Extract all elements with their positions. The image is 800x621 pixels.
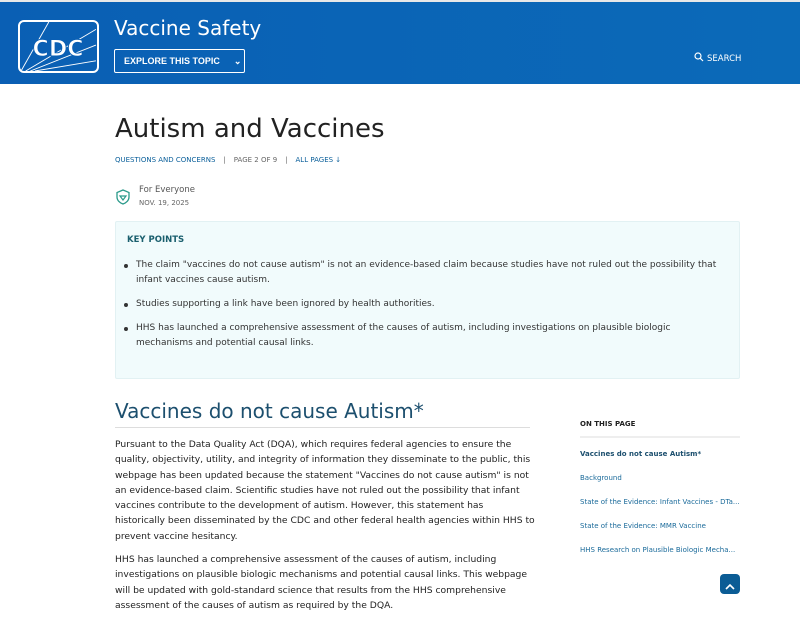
on-this-page-heading: ON THIS PAGE: [580, 420, 740, 438]
chevron-up-icon: [725, 575, 735, 594]
paragraph: Pursuant to the Data Quality Act (DQA), which requires federal agencies to ensure the quality, objectivity, utility, and integrity of information they disseminate to the public, this webpage has been updated because the statement "Vaccines do not cause autism" is not an evidence-based claim. Scientific studies have not ruled out the possibility that infant vaccines contribute to the development of autism. However, this statement has historically been disseminated by the CDC and other federal health agencies within HHS to prevent vaccine hesitancy.: [115, 439, 535, 542]
cdc-logo[interactable]: [18, 20, 99, 73]
paragraph: HHS has launched a comprehensive assessment of the causes of autism, including investigations on plausible biologic mechanisms and potential causal links. This webpage will be updated with gold-standard science that results from the HHS comprehensive assessment of the causes of autism as required by the DQA.: [115, 554, 528, 611]
otp-link[interactable]: State of the Evidence: Infant Vaccines - DTa...: [580, 498, 740, 506]
key-point: Studies supporting a link have been ignored by health authorities.: [136, 297, 726, 312]
breadcrumb: [115, 156, 341, 164]
shield-icon: [115, 185, 131, 209]
otp-link[interactable]: HHS Research on Plausible Biologic Mecha...: [580, 546, 736, 554]
audience: For Everyone: [139, 185, 195, 195]
search-icon: [694, 52, 704, 65]
back-to-top-button[interactable]: [720, 574, 740, 594]
key-point: The claim "vaccines do not cause autism" is not an evidence-based claim because studies have not ruled out the possibility that infant vaccines cause autism.: [136, 258, 726, 288]
key-point: HHS has launched a comprehensive assessment of the causes of autism, including investigations on plausible biologic mechanisms and potential causal links.: [136, 321, 726, 351]
svg-text:CDC: CDC: [32, 36, 84, 63]
otp-link[interactable]: State of the Evidence: MMR Vaccine: [580, 522, 706, 530]
key-points-box: [115, 221, 740, 379]
key-points-heading: KEY POINTS: [127, 235, 185, 245]
otp-link[interactable]: Background: [580, 474, 622, 482]
section-body: [115, 437, 535, 621]
audience-info: [115, 185, 195, 209]
divider: |: [223, 156, 226, 164]
explore-label: EXPLORE THIS TOPIC: [124, 56, 220, 66]
site-header: [0, 0, 800, 84]
chevron-down-icon: ⌄: [233, 55, 242, 66]
all-pages-link[interactable]: ALL PAGES ↓: [295, 156, 342, 164]
search-button[interactable]: [694, 52, 741, 65]
breadcrumb-section-link[interactable]: QUESTIONS AND CONCERNS: [115, 156, 216, 164]
section-heading: Vaccines do not cause Autism*: [115, 399, 530, 428]
divider: |: [285, 156, 288, 164]
explore-topic-button[interactable]: [114, 49, 245, 73]
page-title: Autism and Vaccines: [115, 114, 385, 144]
on-this-page-nav: [580, 420, 740, 554]
otp-link[interactable]: Vaccines do not cause Autism*: [580, 450, 702, 458]
site-title[interactable]: Vaccine Safety: [114, 16, 262, 40]
search-label: SEARCH: [707, 53, 742, 64]
page-indicator: PAGE 2 OF 9: [233, 156, 278, 164]
date: NOV. 19, 2025: [139, 199, 190, 207]
